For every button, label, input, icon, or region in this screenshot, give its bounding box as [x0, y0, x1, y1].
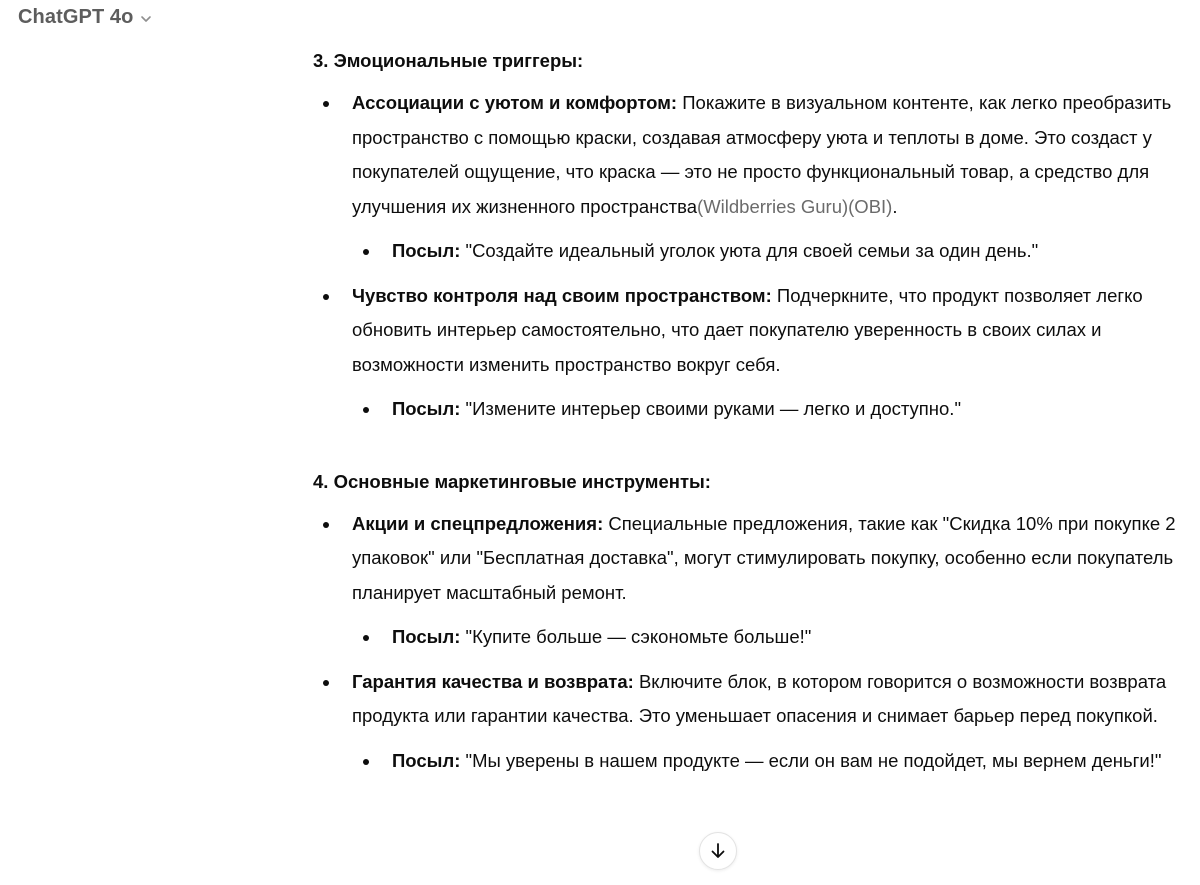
- term-control: Чувство контроля над своим пространством:: [352, 284, 772, 306]
- sub-list: [352, 744, 1183, 779]
- term-message: Посыл:: [392, 749, 461, 771]
- list-item-control: [313, 279, 1183, 427]
- term-comfort: Ассоциации с уютом и комфортом:: [352, 92, 678, 113]
- text-tail: .: [892, 195, 898, 217]
- section-heading-emotional-triggers: 3. Эмоциональные триггеры:: [313, 50, 584, 71]
- term-message: Посыл:: [392, 240, 461, 261]
- bullet: [363, 759, 369, 765]
- bullet: [363, 407, 369, 413]
- list-item-promotions: [313, 507, 1183, 655]
- text-comfort: Покажите в визуальном контенте, как легко преобразить пространство с помощью краски, создавая атмосферу уюта и теплоты в доме. Это создаст у покупателей ощущение, что краска — это не просто функциональный товар, а средство для улучшения их жизненного пространства: [352, 92, 1172, 217]
- sub-list: [352, 392, 1183, 427]
- text-message: "Мы уверены в нашем продукте — если он вам не подойдет, мы вернем деньги!": [460, 749, 1162, 771]
- list-item-message: [352, 744, 1183, 779]
- term-message: Посыл:: [392, 626, 461, 647]
- section-heading-marketing-tools: 4. Основные маркетинговые инструменты:: [313, 470, 711, 492]
- term-message: Посыл:: [392, 398, 461, 419]
- bullet: [323, 522, 329, 528]
- scroll-to-bottom-button[interactable]: [699, 832, 737, 870]
- sub-list: [352, 234, 1183, 269]
- arrow-down-icon: [708, 841, 728, 861]
- list-item-comfort: [313, 86, 1183, 269]
- assistant-message: [313, 46, 1183, 788]
- text-guarantee: Включите блок, в котором говорится о возможности возврата продукта или гарантии качества. Это уменьшает опасения и снимает барьер перед покупкой.: [352, 670, 1167, 726]
- bullet: [323, 101, 329, 107]
- bullet: [363, 635, 369, 641]
- text-message: "Измените интерьер своими руками — легко и доступно.": [460, 398, 962, 419]
- list-item-message: [352, 234, 1183, 269]
- model-name: ChatGPT 4o: [18, 6, 134, 28]
- text-promotions: Специальные предложения, такие как "Скидка 10% при покупке 2 упаковок" или "Бесплатная доставка", могут стимулировать покупку, особенно если покупатель планирует масштабный ремонт.: [352, 512, 1176, 603]
- chevron-down-icon: [139, 12, 153, 26]
- term-promotions: Акции и спецпредложения:: [352, 512, 604, 534]
- list-item-message: [352, 392, 1183, 427]
- bullet: [323, 294, 329, 300]
- source-link-obi[interactable]: (OBI): [848, 195, 893, 217]
- text-control: Подчеркните, что продукт позволяет легко обновить интерьер самостоятельно, что дает покупателю уверенность в своих силах и возможности изменить пространство вокруг себя.: [352, 284, 1143, 375]
- text-message: "Создайте идеальный уголок уюта для своей семьи за один день.": [460, 240, 1039, 261]
- source-link-wildberries[interactable]: (Wildberries Guru): [697, 195, 849, 217]
- text-message: "Купите больше — сэкономьте больше!": [460, 626, 812, 647]
- section-spacer: [313, 437, 1183, 467]
- list-item-message: [352, 620, 1183, 655]
- list-item-guarantee: [313, 665, 1183, 779]
- bullet: [363, 249, 369, 255]
- bullet: [323, 680, 329, 686]
- term-guarantee: Гарантия качества и возврата:: [352, 670, 634, 692]
- sub-list: [352, 620, 1183, 655]
- emotional-triggers-list: [313, 86, 1183, 427]
- model-switcher[interactable]: [18, 6, 153, 29]
- marketing-tools-list: [313, 507, 1183, 779]
